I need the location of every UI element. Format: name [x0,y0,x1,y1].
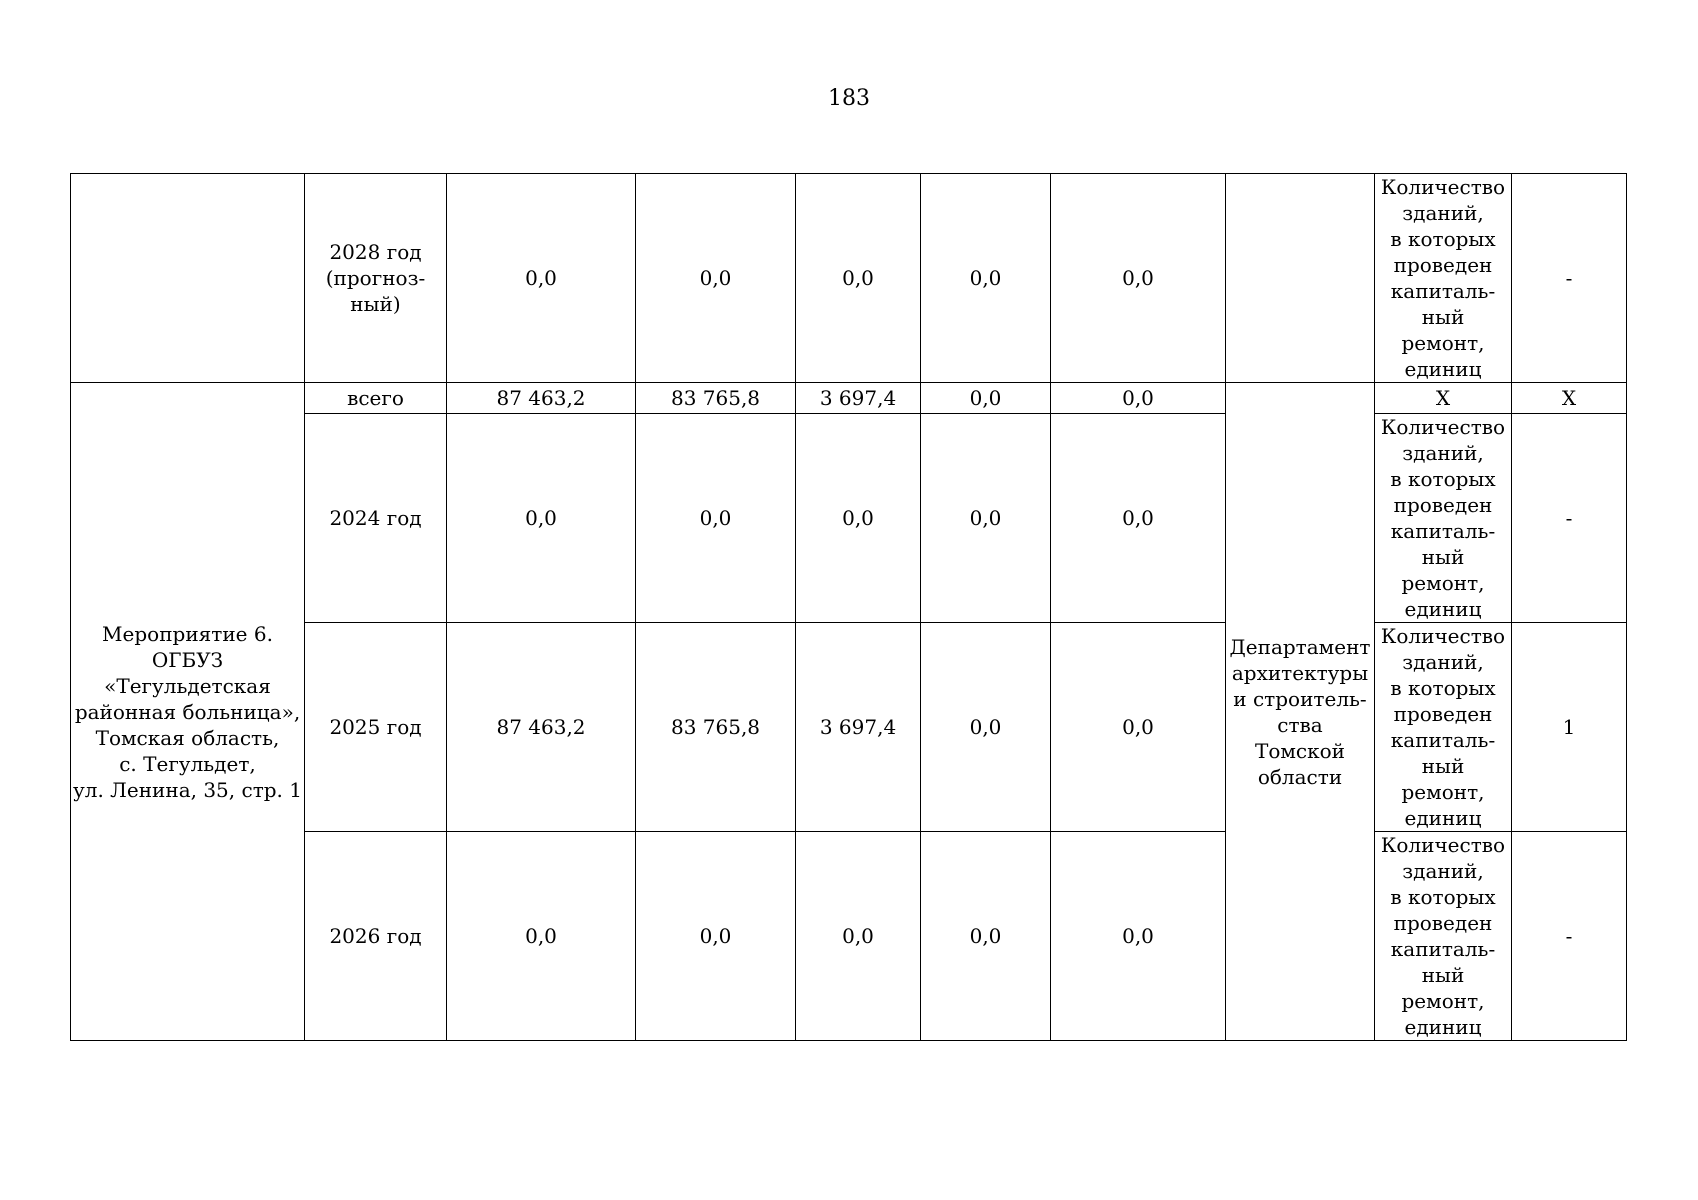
value-cell: 0,0 [796,414,921,623]
activity-name-line: ул. Ленина, 35, стр. 1 [72,777,302,802]
indicator-line: ремонт, [1401,571,1485,595]
value-cell: 0,0 [921,414,1051,623]
value-cell: 83 765,8 [636,623,796,832]
indicator-cell: X [1375,383,1512,414]
value-cell: 3 697,4 [796,623,921,832]
executor-line: области [1257,764,1343,789]
table-row-2026 [71,832,1627,1041]
indicator-cell [1375,623,1512,832]
indicator-line: Количество [1380,415,1506,439]
indicator-line: ный [1421,754,1465,778]
executor-line: Департамент [1229,634,1371,659]
activity-name-line: районная больница», [74,699,301,724]
table-row-2025 [71,623,1627,832]
indicator-line: капиталь- [1390,279,1496,303]
indicator-value-cell: X [1512,383,1627,414]
value-cell: 0,0 [921,174,1051,383]
empty-executor-cell [1226,174,1375,383]
indicator-line: Количество [1380,175,1506,199]
indicator-line: ный [1421,545,1465,569]
indicator-line: Количество [1380,624,1506,648]
value-cell: 3 697,4 [796,383,921,414]
period-cell: 2026 год [305,832,447,1041]
activity-name-line: Томская область, [95,725,280,750]
activity-name-line: «Тегульдетская [104,673,271,698]
value-cell: 0,0 [921,383,1051,414]
page-number: 183 [828,86,870,111]
executor-line: и строитель- [1233,686,1367,711]
indicator-line: проведен [1393,493,1493,517]
indicator-cell [1375,832,1512,1041]
financing-table [70,173,1627,1041]
indicator-line: Количество [1380,833,1506,857]
activity-name-line: Мероприятие 6. [102,621,273,646]
value-cell: 0,0 [1051,383,1226,414]
indicator-value-cell: - [1512,414,1627,623]
indicator-line: зданий, [1402,859,1484,883]
indicator-line: проведен [1393,253,1493,277]
value-cell: 0,0 [921,832,1051,1041]
executor-cell [1226,383,1375,1041]
value-cell: 87 463,2 [447,623,636,832]
indicator-line: ремонт, [1401,331,1485,355]
period-line: (прогноз- [325,266,426,290]
activity-name-line: ОГБУЗ [151,647,224,672]
period-cell: 2025 год [305,623,447,832]
indicator-cell [1375,414,1512,623]
indicator-line: единиц [1404,806,1482,830]
table-row-total [71,383,1627,414]
value-cell: 83 765,8 [636,383,796,414]
table-row-2028 [71,174,1627,383]
indicator-line: ный [1421,963,1465,987]
indicator-line: капиталь- [1390,728,1496,752]
indicator-value-cell: - [1512,832,1627,1041]
indicator-cell [1375,174,1512,383]
indicator-line: в которых [1390,467,1496,491]
value-cell: 0,0 [921,623,1051,832]
indicator-value-cell: 1 [1512,623,1627,832]
executor-line: архитектуры [1231,660,1369,685]
value-cell: 0,0 [447,832,636,1041]
period-line: 2028 год [329,240,422,264]
indicator-line: единиц [1404,1015,1482,1039]
indicator-line: единиц [1404,357,1482,381]
indicator-line: в которых [1390,227,1496,251]
indicator-value-cell: - [1512,174,1627,383]
activity-name-cell [71,383,305,1041]
value-cell: 0,0 [796,174,921,383]
activity-name-line: с. Тегульдет, [119,751,256,776]
indicator-line: ный [1421,305,1465,329]
table-row-2024 [71,414,1627,623]
indicator-line: проведен [1393,911,1493,935]
executor-line: ства [1277,712,1323,737]
executor-line: Томской [1254,738,1345,763]
value-cell: 0,0 [636,832,796,1041]
indicator-line: в которых [1390,885,1496,909]
value-cell: 0,0 [1051,623,1226,832]
value-cell: 0,0 [636,414,796,623]
period-cell: всего [305,383,447,414]
indicator-line: проведен [1393,702,1493,726]
value-cell: 0,0 [796,832,921,1041]
indicator-line: единиц [1404,597,1482,621]
indicator-line: ремонт, [1401,780,1485,804]
indicator-line: зданий, [1402,201,1484,225]
period-line: ный) [350,292,401,316]
indicator-line: ремонт, [1401,989,1485,1013]
indicator-line: капиталь- [1390,519,1496,543]
indicator-line: зданий, [1402,441,1484,465]
value-cell: 87 463,2 [447,383,636,414]
value-cell: 0,0 [636,174,796,383]
value-cell: 0,0 [447,414,636,623]
value-cell: 0,0 [1051,414,1226,623]
indicator-line: капиталь- [1390,937,1496,961]
period-cell [305,174,447,383]
value-cell: 0,0 [1051,832,1226,1041]
value-cell: 0,0 [1051,174,1226,383]
indicator-line: зданий, [1402,650,1484,674]
period-cell: 2024 год [305,414,447,623]
indicator-line: в которых [1390,676,1496,700]
value-cell: 0,0 [447,174,636,383]
empty-name-cell [71,174,305,383]
